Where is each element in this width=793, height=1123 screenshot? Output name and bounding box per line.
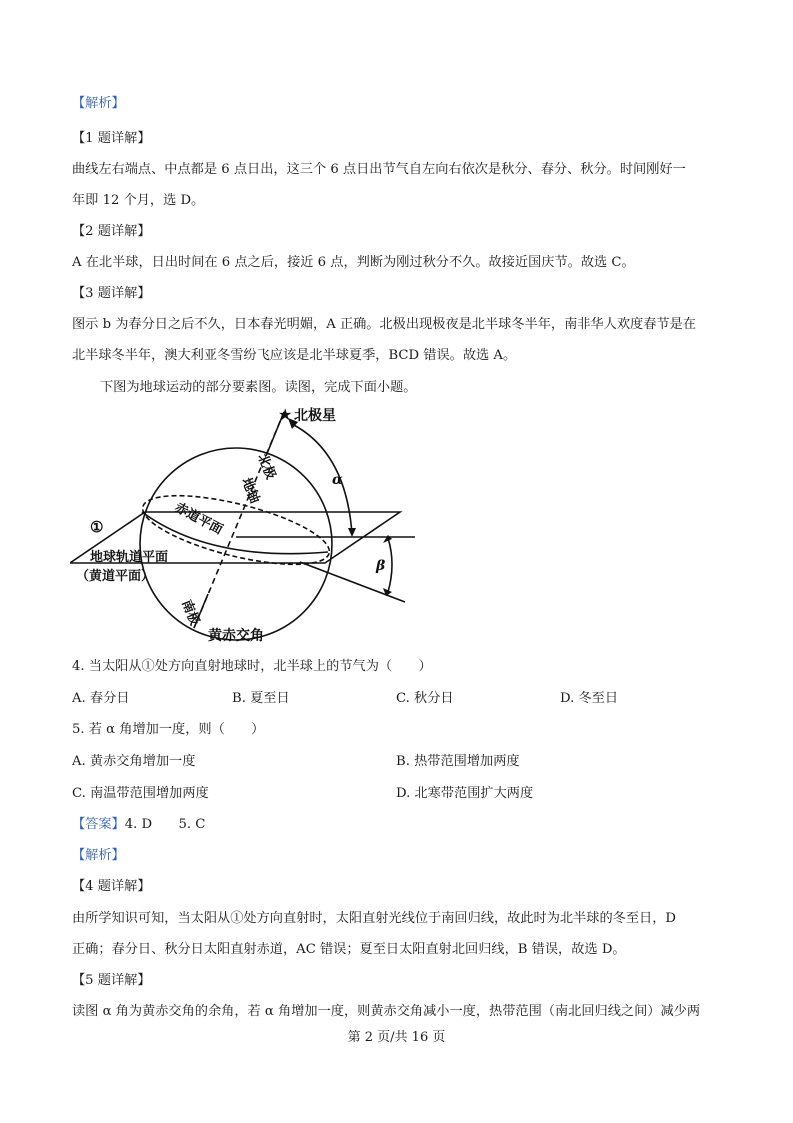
q1-line-2: 年即 12 个月，选 D。 xyxy=(72,193,205,208)
analysis-tag-2: 【解析】 xyxy=(72,848,125,863)
q5-detail-heading: 【5 题详解】 xyxy=(72,973,151,988)
q5-option-d: D. 北寒带范围扩大两度 xyxy=(396,786,534,801)
beta-arc xyxy=(388,538,392,592)
alpha-arrow-bottom xyxy=(348,528,356,537)
q3-heading: 【3 题详解】 xyxy=(72,286,151,301)
label-ecliptic-plane: （黄道平面） xyxy=(76,569,155,584)
q3-line-1: 图示 b 为春分日之后不久，日本春光明媚，A 正确。北极出现极夜是北半球冬半年，南非华人欢度春节是在 xyxy=(72,317,696,332)
q4-detail-heading: 【4 题详解】 xyxy=(72,879,151,894)
q4-option-a: A. 春分日 xyxy=(72,691,130,706)
q4-option-b: B. 夏至日 xyxy=(232,691,290,706)
label-alpha: α xyxy=(332,472,343,488)
label-equator-plane: 赤道平面 xyxy=(172,500,226,538)
q5-option-a: A. 黄赤交角增加一度 xyxy=(72,754,196,769)
q3-line-2: 北半球冬半年，澳大利亚冬雪纷飞应该是北半球夏季，BCD 错误。故选 A。 xyxy=(72,348,517,363)
q5-option-c: C. 南温带范围增加两度 xyxy=(72,786,209,801)
q4-detail-line-1: 由所学知识可知，当太阳从①处方向直射时，太阳直射光线位于南回归线，故此时为北半球的冬至日，D xyxy=(72,911,677,926)
polaris-star-icon: ★ xyxy=(278,405,293,424)
label-orbit-plane: 地球轨道平面 xyxy=(90,550,169,565)
label-beta: β xyxy=(376,558,386,574)
analysis-tag-1: 【解析】 xyxy=(72,96,125,111)
q2-heading: 【2 题详解】 xyxy=(72,224,151,239)
label-polaris: 北极星 xyxy=(294,408,336,424)
q4-stem: 4. 当太阳从①处方向直射地球时，北半球上的节气为（ ） xyxy=(72,659,432,674)
label-axis: 地轴 xyxy=(238,475,262,506)
answer-tag: 【答案】 xyxy=(72,817,125,832)
label-circle-one: ① xyxy=(90,518,104,536)
q5-option-b: B. 热带范围增加两度 xyxy=(396,754,520,769)
q2-line-1: A 在北半球，日出时间在 6 点之后，接近 6 点，判断为刚过秋分不久。故接近国庆节。故选 C。 xyxy=(72,255,635,270)
label-obliquity: 黄赤交角 xyxy=(208,628,264,644)
q5-detail-line-1: 读图 α 角为黄赤交角的余角，若 α 角增加一度，则黄赤交角减小一度，热带范围（南北回归线之间）减少两 xyxy=(72,1004,701,1019)
alpha-arc xyxy=(292,424,352,534)
globe-circle xyxy=(140,448,332,640)
q5-stem: 5. 若 α 角增加一度，则（ ） xyxy=(72,722,265,737)
earth-motion-diagram xyxy=(70,402,420,650)
q4-option-c: C. 秋分日 xyxy=(396,691,454,706)
label-north-pole: 北极 xyxy=(254,451,278,482)
equator-front-arc xyxy=(142,512,328,554)
intro-text: 下图为地球运动的部分要素图。读图，完成下面小题。 xyxy=(100,380,417,395)
answer-line xyxy=(72,816,205,834)
label-south-pole: 南极 xyxy=(178,597,202,628)
answer-text: 4. D 5. C xyxy=(124,817,206,832)
q4-detail-line-2: 正确；春分日、秋分日太阳直射赤道，AC 错误；夏至日太阳直射北回归线，B 错误，故选 D。 xyxy=(72,942,626,957)
q1-heading: 【1 题详解】 xyxy=(72,131,151,146)
page-footer: 第 2 页/共 16 页 xyxy=(347,1030,446,1045)
q4-option-d: D. 冬至日 xyxy=(560,691,619,706)
q1-line-1: 曲线左右端点、中点都是 6 点日出，这三个 6 点日出节气自左向右依次是秋分、春分、秋分。时间刚好一 xyxy=(72,162,686,177)
